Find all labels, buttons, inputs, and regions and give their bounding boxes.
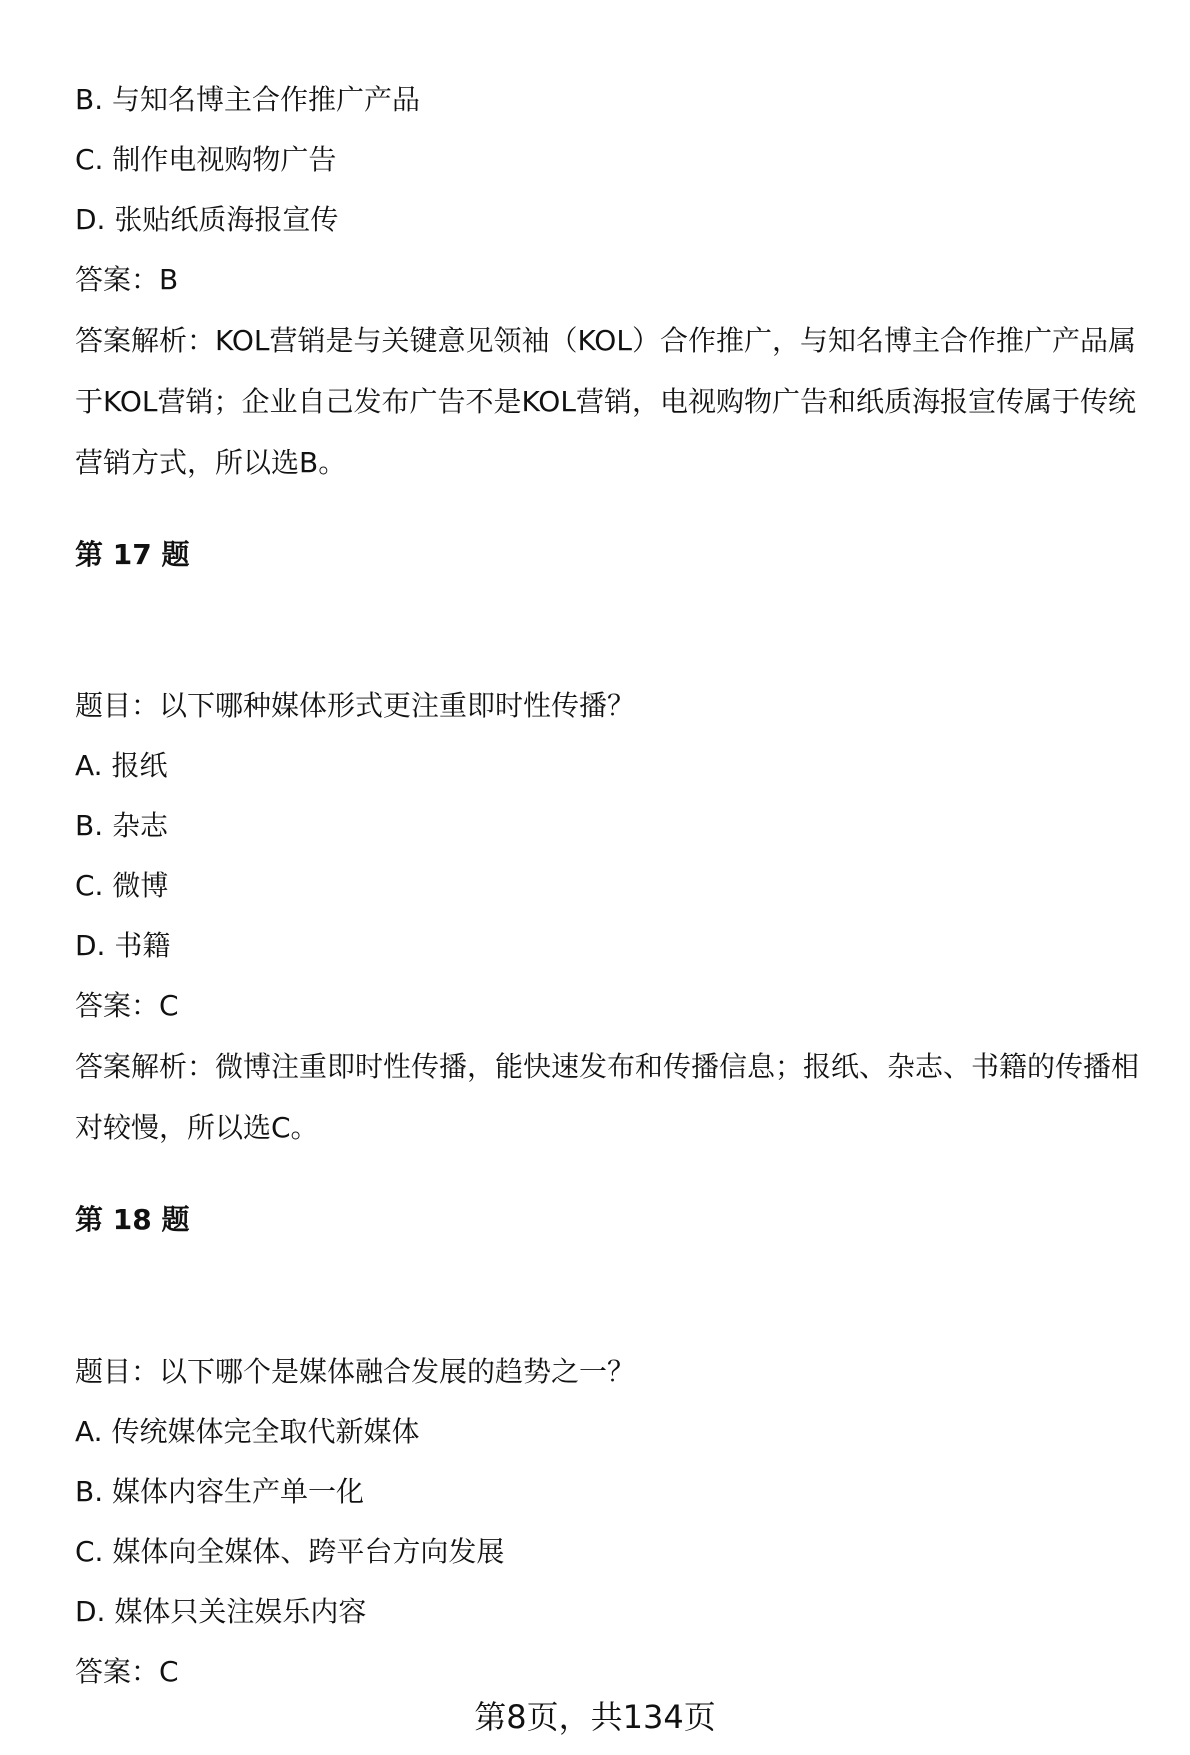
q16-option-b: B. 与知名博主合作推广产品 <box>75 83 421 116</box>
q17-option-a: A. 报纸 <box>75 749 168 782</box>
q17-answer: 答案：C <box>75 989 179 1022</box>
q16-analysis: 答案解析：KOL营销是与关键意见领袖（KOL）合作推广，与知名博主合作推广产品属于KOL营销；企业自己发布广告不是KOL营销，电视购物广告和纸质海报宣传属于传统营销方式，所以选B。 <box>75 324 1136 479</box>
q17-heading: 第 17 题 <box>75 538 190 571</box>
page-number-footer: 第8页，共134页 <box>474 1698 716 1736</box>
q18-answer: 答案：C <box>75 1655 179 1688</box>
q18-heading: 第 18 题 <box>75 1203 190 1236</box>
q16-answer: 答案：B <box>75 263 179 296</box>
q18-option-c: C. 媒体向全媒体、跨平台方向发展 <box>75 1535 505 1568</box>
q17-option-b: B. 杂志 <box>75 809 169 842</box>
q16-option-d: D. 张贴纸质海报宣传 <box>75 203 339 236</box>
q17-question: 题目：以下哪种媒体形式更注重即时性传播？ <box>75 689 636 722</box>
q17-option-d: D. 书籍 <box>75 929 171 962</box>
q18-question: 题目：以下哪个是媒体融合发展的趋势之一？ <box>75 1355 636 1388</box>
q18-option-a: A. 传统媒体完全取代新媒体 <box>75 1415 420 1448</box>
q17-option-c: C. 微博 <box>75 869 169 902</box>
q17-analysis: 答案解析：微博注重即时性传播，能快速发布和传播信息；报纸、杂志、书籍的传播相对较慢，所以选C。 <box>75 1050 1140 1144</box>
q18-option-d: D. 媒体只关注娱乐内容 <box>75 1595 367 1628</box>
q18-option-b: B. 媒体内容生产单一化 <box>75 1475 365 1508</box>
q16-option-c: C. 制作电视购物广告 <box>75 143 337 176</box>
